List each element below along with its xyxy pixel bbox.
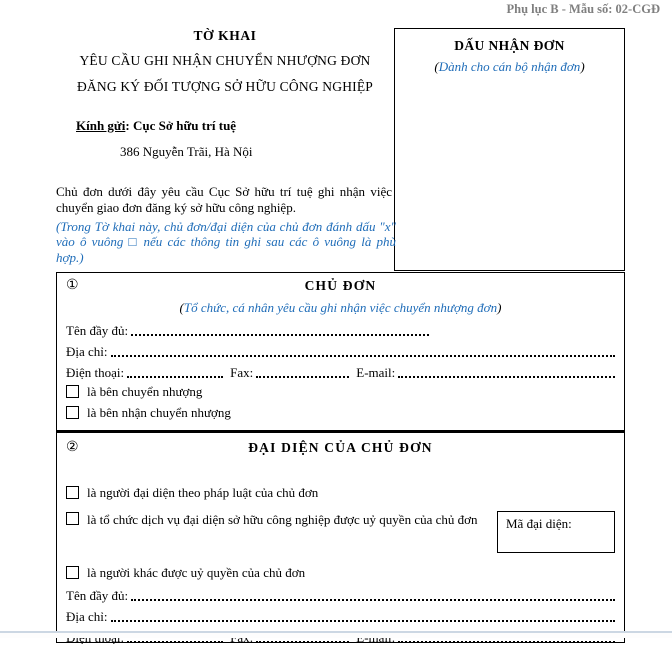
full-name-row bbox=[66, 318, 615, 339]
circled-1-icon: ① bbox=[66, 278, 79, 293]
rep-full-name-label: Tên đầy đủ: bbox=[66, 588, 129, 603]
section-representative-header bbox=[66, 439, 615, 458]
legal-rep-label: là người đại diện theo pháp luật của chủ đơn bbox=[87, 484, 319, 500]
contact-row bbox=[66, 360, 615, 381]
recipient-address: 386 Nguyễn Trãi, Hà Nội bbox=[120, 144, 253, 159]
transferor-label: là bên chuyển nhượng bbox=[87, 383, 203, 399]
full-name-label: Tên đầy đủ: bbox=[66, 323, 129, 338]
section-representative bbox=[56, 433, 625, 643]
check-row-authorized-other bbox=[66, 562, 615, 583]
section-applicant-header bbox=[66, 277, 615, 296]
rep-full-name-field[interactable] bbox=[131, 597, 615, 601]
address-field[interactable] bbox=[111, 353, 615, 357]
rep-address-row bbox=[66, 604, 615, 625]
agent-service-row bbox=[66, 511, 615, 553]
authorized-other-checkbox[interactable] bbox=[66, 566, 79, 579]
page-subtitle-2: ĐĂNG KÝ ĐỐI TƯỢNG SỞ HỮU CÔNG NGHIỆP bbox=[76, 79, 374, 94]
section-applicant bbox=[56, 272, 625, 433]
recipient-colon: : bbox=[125, 118, 133, 133]
stamp-box bbox=[394, 28, 625, 271]
paren-open: ( bbox=[434, 59, 439, 74]
rep-phone-field[interactable] bbox=[127, 639, 223, 643]
circled-2-icon: ② bbox=[66, 440, 79, 455]
rep-email-field[interactable] bbox=[398, 639, 615, 643]
recipient-label: Kính gửi bbox=[76, 118, 126, 133]
authorized-other-label: là người khác được uỷ quyền của chủ đơn bbox=[87, 564, 306, 580]
rep-address-field[interactable] bbox=[111, 618, 615, 622]
fax-field[interactable] bbox=[256, 374, 349, 378]
section-applicant-title: CHỦ ĐƠN bbox=[304, 278, 377, 293]
email-label: E-mail: bbox=[356, 365, 396, 380]
agent-service-checkbox[interactable] bbox=[66, 512, 79, 525]
transferor-checkbox[interactable] bbox=[66, 385, 79, 398]
paren-close: ) bbox=[497, 300, 502, 315]
legal-rep-checkbox[interactable] bbox=[66, 486, 79, 499]
paren-open: ( bbox=[179, 300, 184, 315]
check-row-legal-rep bbox=[66, 482, 615, 503]
page-title: TỜ KHAI bbox=[193, 28, 257, 43]
full-name-field[interactable] bbox=[131, 332, 429, 336]
recipient-name: Cục Sở hữu trí tuệ bbox=[132, 118, 237, 133]
phone-label: Điện thoại: bbox=[66, 365, 125, 380]
stamp-box-note: (Dành cho cán bộ nhận đơn) bbox=[434, 59, 585, 74]
email-field[interactable] bbox=[398, 374, 615, 378]
window-bottom-edge bbox=[0, 631, 672, 638]
check-row-transferor bbox=[66, 381, 615, 402]
address-row bbox=[66, 339, 615, 360]
rep-full-name-row bbox=[66, 583, 615, 604]
agent-code-label: Mã đại diện: bbox=[506, 516, 572, 531]
section-applicant-subtitle: (Tổ chức, cá nhân yêu cầu ghi nhận việc chuyển nhượng đơn) bbox=[179, 300, 502, 315]
stamp-box-title: DẤU NHẬN ĐƠN bbox=[454, 38, 565, 53]
transferee-checkbox[interactable] bbox=[66, 406, 79, 419]
form-reference: Phụ lục B - Mẫu số: 02-CGĐ bbox=[506, 2, 660, 16]
address-label: Địa chỉ: bbox=[66, 344, 108, 359]
paren-close: ) bbox=[580, 59, 585, 74]
check-row-transferee bbox=[66, 402, 615, 423]
agent-service-label: là tổ chức dịch vụ đại diện sở hữu công nghiệp được uỷ quyền của chủ đơn bbox=[87, 512, 478, 527]
section-representative-title: ĐẠI DIỆN CỦA CHỦ ĐƠN bbox=[248, 440, 433, 455]
instruction-note: (Trong Tờ khai này, chủ đơn/đại diện của chủ đơn đánh dấu "x" vào ô vuông □ nếu các thông tin ghi sau các ô vuông là phù hợp.) bbox=[56, 219, 396, 265]
agent-service-text bbox=[66, 511, 480, 529]
transferee-label: là bên nhận chuyển nhượng bbox=[87, 404, 231, 420]
fax-label: Fax: bbox=[230, 365, 254, 380]
rep-address-label: Địa chỉ: bbox=[66, 609, 108, 624]
recipient-line bbox=[76, 118, 236, 134]
rep-fax-field[interactable] bbox=[256, 639, 349, 643]
title-block bbox=[56, 28, 394, 105]
agent-code-box bbox=[497, 511, 615, 553]
page-subtitle-1: YÊU CẦU GHI NHẬN CHUYỂN NHƯỢNG ĐƠN bbox=[79, 53, 371, 68]
request-paragraph: Chủ đơn dưới đây yêu cầu Cục Sở hữu trí tuệ ghi nhận việc chuyển giao đơn đăng ký sở hữu công nghiệp. bbox=[56, 184, 392, 215]
phone-field[interactable] bbox=[127, 374, 223, 378]
